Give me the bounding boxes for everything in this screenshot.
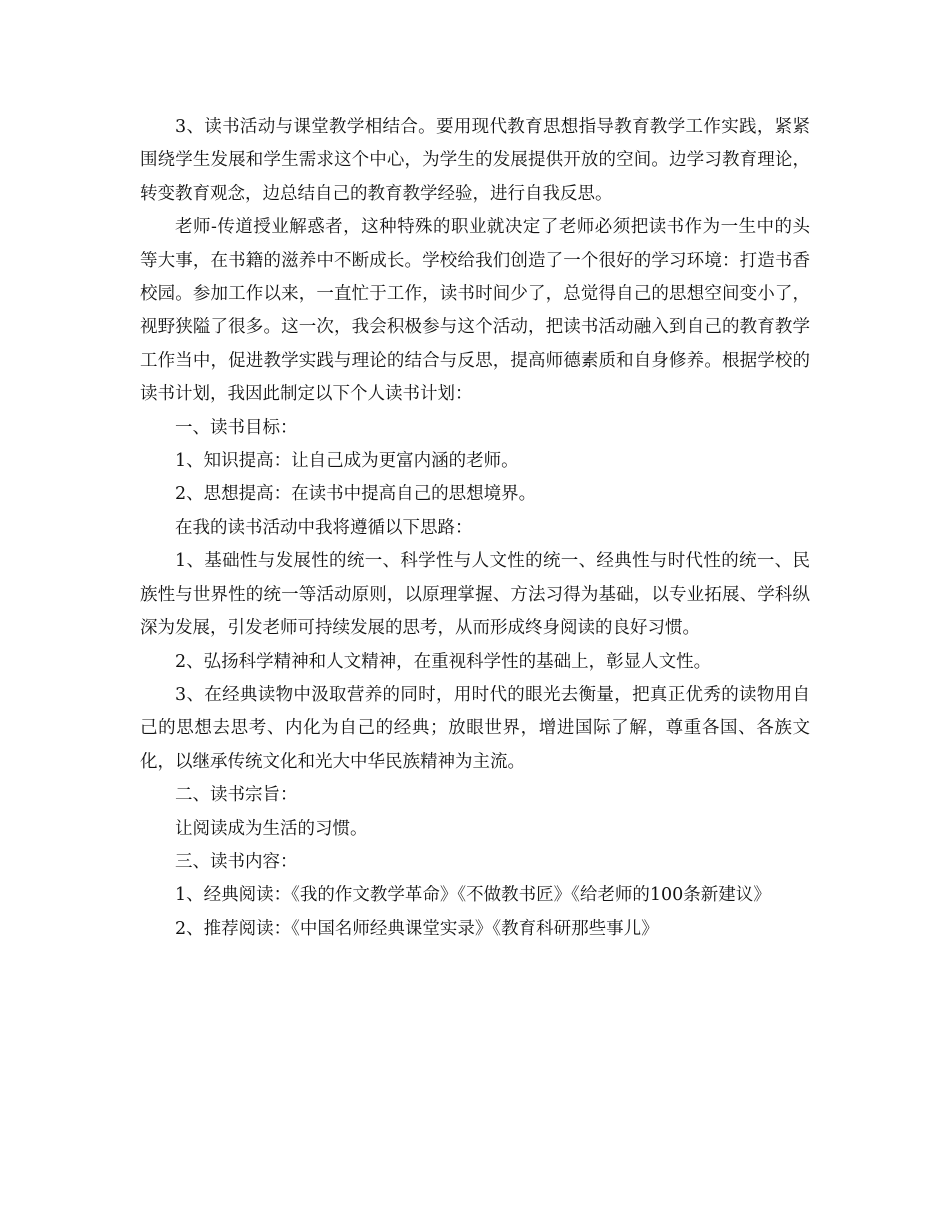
list-item-recommended-reading: 2、推荐阅读：《中国名师经典课堂实录》《教育科研那些事儿》 [175, 918, 659, 939]
list-item-unity-principles: 1、基础性与发展性的统一、科学性与人文性的统一、经典性与时代性的统一、民族性与世界性的统一等活动原则，以原理掌握、方法习得为基础，以专业拓展、学科纵深为发展，引发老师可持续发展的思考，从而形成终身阅读的良好习惯。 [140, 551, 810, 639]
list-item-classic-reading: 1、经典阅读：《我的作文教学革命》《不做教书匠》《给老师的100条新建议》 [175, 885, 771, 906]
paragraph-purpose: 让阅读成为生活的习惯。 [175, 818, 368, 839]
list-item-thinking: 2、思想提高：在读书中提高自己的思想境界。 [175, 484, 537, 505]
heading-reading-content: 三、读书内容： [175, 851, 298, 872]
paragraph-approach-intro: 在我的读书活动中我将遵循以下思路： [175, 517, 473, 538]
paragraph-reading-and-teaching: 3、读书活动与课堂教学相结合。要用现代教育思想指导教育教学工作实践，紧紧围绕学生发展和学生需求这个中心，为学生的发展提供开放的空间。边学习教育理论，转变教育观念，边总结自己的教育教学经验，进行自我反思。 [140, 117, 810, 204]
list-item-classics: 3、在经典读物中汲取营养的同时，用时代的眼光去衡量，把真正优秀的读物用自己的思想去思考、内化为自己的经典；放眼世界，增进国际了解，尊重各国、各族文化，以继承传统文化和光大中华民族精神为主流。 [140, 684, 810, 772]
document-body [140, 111, 810, 946]
heading-reading-goals: 一、读书目标： [175, 417, 298, 438]
list-item-knowledge: 1、知识提高：让自己成为更富内涵的老师。 [175, 451, 519, 472]
paragraph-teacher-role: 老师-传道授业解惑者，这种特殊的职业就决定了老师必须把读书作为一生中的头等大事，在书籍的滋养中不断成长。学校给我们创造了一个很好的学习环境：打造书香校园。参加工作以来，一直忙于工作，读书时间少了，总觉得自己的思想空间变小了，视野狭隘了很多。这一次，我会积极参与这个活动，把读书活动融入到自己的教育教学工作当中，促进教学实践与理论的结合与反思，提高师德素质和自身修养。根据学校的读书计划，我因此制定以下个人读书计划： [140, 217, 810, 405]
heading-reading-purpose: 二、读书宗旨： [175, 785, 298, 806]
list-item-science-humanism: 2、弘扬科学精神和人文精神，在重视科学性的基础上，彰显人文性。 [175, 651, 712, 672]
